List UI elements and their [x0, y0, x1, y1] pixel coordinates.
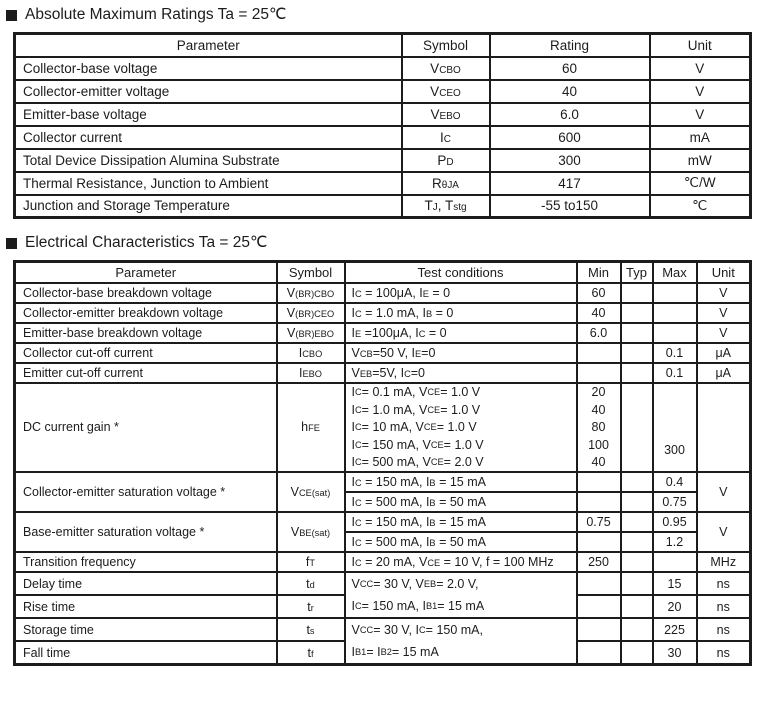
- test-condition-line: I C = 1.0 mA, V CE = 1.0 V: [351, 402, 481, 417]
- table-row: [15, 149, 751, 172]
- table-row: [15, 343, 751, 363]
- max-cell: [653, 283, 697, 303]
- rating-cell: 300: [490, 149, 650, 172]
- table-row: [15, 572, 751, 595]
- parameter-cell: Emitter cut-off current: [15, 363, 277, 383]
- parameter-cell: DC current gain *: [15, 383, 277, 473]
- typ-cell: [621, 283, 653, 303]
- column-header-unit: Unit: [697, 262, 751, 283]
- symbol-cell: VCBO: [402, 57, 490, 80]
- typ-cell: [621, 343, 653, 363]
- symbol-cell: PD: [402, 149, 490, 172]
- test-condition-line: I C = 500 mA, V CE = 2.0 V: [351, 455, 484, 470]
- test-conditions-cell: IC = 100μA, IE = 0: [345, 283, 577, 303]
- unit-cell: ℃/W: [650, 172, 751, 195]
- max-cell: 15: [653, 572, 697, 595]
- min-values: [582, 384, 616, 472]
- typ-cell: [621, 472, 653, 492]
- symbol-cell: td: [277, 572, 345, 595]
- table-row: [15, 172, 751, 195]
- unit-cell: V: [650, 57, 751, 80]
- column-header-symbol: Symbol: [402, 34, 490, 57]
- test-condition-line: I C = 0.1 mA, V CE = 1.0 V: [351, 385, 481, 400]
- column-header-typ: Typ: [621, 262, 653, 283]
- table-row: [15, 552, 751, 572]
- test-conditions-cell: IC = 20 mA, VCE = 10 V, f = 100 MHz: [345, 552, 577, 572]
- min-cell: [577, 532, 621, 552]
- symbol-cell: VEBO: [402, 103, 490, 126]
- min-value-line: 40: [591, 402, 606, 417]
- column-header-symbol: Symbol: [277, 262, 345, 283]
- typ-cell: [621, 363, 653, 383]
- symbol-cell: IEBO: [277, 363, 345, 383]
- section-bullet-icon: [6, 10, 17, 21]
- unit-cell: [697, 383, 751, 473]
- table-row: [15, 472, 751, 492]
- unit-cell: mW: [650, 149, 751, 172]
- symbol-cell: tf: [277, 641, 345, 664]
- symbol-cell: VBE(sat): [277, 512, 345, 552]
- parameter-cell: Junction and Storage Temperature: [15, 195, 402, 218]
- unit-cell: V: [697, 323, 751, 343]
- test-conditions-cell: IC = 1.0 mA, IB = 0: [345, 303, 577, 323]
- table-row: [15, 618, 751, 641]
- test-conditions-cell: IE =100μA, IC = 0: [345, 323, 577, 343]
- typ-cell: [621, 492, 653, 512]
- parameter-cell: Collector-base breakdown voltage: [15, 283, 277, 303]
- parameter-cell: Collector-base voltage: [15, 57, 402, 80]
- test-conditions-cell: VEB=5V, IC=0: [345, 363, 577, 383]
- table-row: [15, 323, 751, 343]
- max-cell: [653, 303, 697, 323]
- parameter-cell: Transition frequency: [15, 552, 277, 572]
- table-row: [15, 303, 751, 323]
- max-cell: 0.95: [653, 512, 697, 532]
- min-cell: [577, 572, 621, 595]
- min-cell: [577, 492, 621, 512]
- typ-cell: [621, 532, 653, 552]
- parameter-cell: Total Device Dissipation Alumina Substrate: [15, 149, 402, 172]
- test-conditions-cell: IC = 150 mA, IB = 15 mA: [345, 472, 577, 492]
- test-conditions-cell: IC = 500 mA, IB = 50 mA: [345, 492, 577, 512]
- max-cell: 1.2: [653, 532, 697, 552]
- table-row: [15, 103, 751, 126]
- typ-cell: [621, 572, 653, 595]
- typ-cell: [621, 303, 653, 323]
- typ-cell: [621, 618, 653, 641]
- unit-cell: V: [697, 283, 751, 303]
- test-conditions-cell: [345, 572, 577, 618]
- column-header-rating: Rating: [490, 34, 650, 57]
- test-conditions-cell: VCB=50 V, IE=0: [345, 343, 577, 363]
- test-conditions-cell: IC = 500 mA, IB = 50 mA: [345, 532, 577, 552]
- min-cell: [577, 641, 621, 664]
- parameter-cell: Rise time: [15, 595, 277, 618]
- min-cell: 0.75: [577, 512, 621, 532]
- symbol-cell: V(BR)CBO: [277, 283, 345, 303]
- rating-cell: 40: [490, 80, 650, 103]
- column-header-parameter: Parameter: [15, 34, 402, 57]
- table-row: [15, 363, 751, 383]
- typ-cell: [621, 641, 653, 664]
- table-row: [15, 57, 751, 80]
- unit-cell: V: [650, 103, 751, 126]
- test-condition-line: V CC = 30 V, V EB = 2.0 V,: [351, 577, 479, 591]
- rating-cell: 600: [490, 126, 650, 149]
- typ-cell: [621, 323, 653, 343]
- rating-cell: -55 to150: [490, 195, 650, 218]
- unit-cell: ℃: [650, 195, 751, 218]
- max-cell: 0.1: [653, 343, 697, 363]
- max-cell: [653, 552, 697, 572]
- elec-char-section-title: Electrical Characteristics Ta = 25℃: [25, 234, 268, 251]
- max-cell: 20: [653, 595, 697, 618]
- unit-cell: ns: [697, 618, 751, 641]
- test-conditions-cell: [345, 618, 577, 665]
- symbol-cell: IC: [402, 126, 490, 149]
- parameter-cell: Emitter-base voltage: [15, 103, 402, 126]
- symbol-cell: ICBO: [277, 343, 345, 363]
- column-header-min: Min: [577, 262, 621, 283]
- parameter-cell: Thermal Resistance, Junction to Ambient: [15, 172, 402, 195]
- unit-cell: ns: [697, 572, 751, 595]
- test-condition-line: I C = 150 mA, V CE = 1.0 V: [351, 437, 484, 452]
- table-row-hfe: [15, 383, 751, 473]
- symbol-cell: V(BR)EBO: [277, 323, 345, 343]
- min-cell: 60: [577, 283, 621, 303]
- abs-max-section-title: Absolute Maximum Ratings Ta = 25℃: [25, 6, 287, 23]
- min-cell: [577, 383, 621, 473]
- min-cell: 6.0: [577, 323, 621, 343]
- unit-cell: ns: [697, 595, 751, 618]
- symbol-cell: VCEO: [402, 80, 490, 103]
- symbol-cell: tr: [277, 595, 345, 618]
- elec-char-table: [13, 260, 752, 666]
- max-cell: 0.75: [653, 492, 697, 512]
- unit-cell: MHz: [697, 552, 751, 572]
- unit-cell: V: [697, 472, 751, 512]
- test-condition-line: I C = 10 mA, V CE = 1.0 V: [351, 420, 477, 435]
- min-cell: [577, 472, 621, 492]
- min-cell: 250: [577, 552, 621, 572]
- min-value-line: 80: [591, 420, 606, 435]
- unit-cell: V: [650, 80, 751, 103]
- table-row: [15, 512, 751, 532]
- table-row: [15, 80, 751, 103]
- test-condition-line: V CC = 30 V, I C = 150 mA,: [351, 623, 483, 637]
- abs-max-section-header: [6, 6, 757, 24]
- max-cell: 225: [653, 618, 697, 641]
- table-header-row: [15, 262, 751, 283]
- parameter-cell: Base-emitter saturation voltage *: [15, 512, 277, 552]
- min-value-line: 40: [591, 455, 606, 470]
- rating-cell: 417: [490, 172, 650, 195]
- min-value-line: 100: [588, 437, 609, 452]
- parameter-cell: Delay time: [15, 572, 277, 595]
- parameter-cell: Collector cut-off current: [15, 343, 277, 363]
- table-row: [15, 195, 751, 218]
- symbol-cell: VCE(sat): [277, 472, 345, 512]
- test-condition-line: I C = 150 mA, I B1 = 15 mA: [351, 599, 485, 613]
- max-cell: 300: [653, 383, 697, 473]
- parameter-cell: Collector-emitter breakdown voltage: [15, 303, 277, 323]
- max-cell: 0.1: [653, 363, 697, 383]
- max-cell: 30: [653, 641, 697, 664]
- column-header-test-conditions: Test conditions: [345, 262, 577, 283]
- typ-cell: [621, 552, 653, 572]
- column-header-max: Max: [653, 262, 697, 283]
- max-cell: [653, 323, 697, 343]
- unit-cell: μA: [697, 363, 751, 383]
- parameter-cell: Emitter-base breakdown voltage: [15, 323, 277, 343]
- symbol-cell: fT: [277, 552, 345, 572]
- section-bullet-icon: [6, 238, 17, 249]
- test-conditions-cell: IC = 150 mA, IB = 15 mA: [345, 512, 577, 532]
- table-row: [15, 126, 751, 149]
- unit-cell: ns: [697, 641, 751, 664]
- parameter-cell: Storage time: [15, 618, 277, 641]
- test-conditions-cell: [345, 383, 577, 473]
- unit-cell: mA: [650, 126, 751, 149]
- max-cell: 0.4: [653, 472, 697, 492]
- symbol-cell: TJ, Tstg: [402, 195, 490, 218]
- table-row: [15, 283, 751, 303]
- min-cell: [577, 618, 621, 641]
- min-cell: [577, 343, 621, 363]
- column-header-parameter: Parameter: [15, 262, 277, 283]
- elec-char-section-header: [6, 234, 757, 252]
- min-cell: [577, 363, 621, 383]
- symbol-cell: V(BR)CEO: [277, 303, 345, 323]
- parameter-cell: Collector-emitter saturation voltage *: [15, 472, 277, 512]
- unit-cell: μA: [697, 343, 751, 363]
- typ-cell: [621, 595, 653, 618]
- min-cell: [577, 595, 621, 618]
- symbol-cell: ts: [277, 618, 345, 641]
- test-condition-line: I B1 = I B2 = 15 mA: [351, 645, 439, 659]
- parameter-cell: Collector-emitter voltage: [15, 80, 402, 103]
- unit-cell: V: [697, 512, 751, 552]
- test-conditions-lines: [352, 384, 572, 472]
- column-header-unit: Unit: [650, 34, 751, 57]
- rating-cell: 6.0: [490, 103, 650, 126]
- min-value-line: 20: [591, 385, 606, 400]
- symbol-cell: hFE: [277, 383, 345, 473]
- typ-cell: [621, 512, 653, 532]
- rating-cell: 60: [490, 57, 650, 80]
- min-cell: 40: [577, 303, 621, 323]
- abs-max-table: [13, 32, 752, 219]
- unit-cell: V: [697, 303, 751, 323]
- typ-cell: [621, 383, 653, 473]
- parameter-cell: Fall time: [15, 641, 277, 664]
- table-header-row: [15, 34, 751, 57]
- symbol-cell: RθJA: [402, 172, 490, 195]
- parameter-cell: Collector current: [15, 126, 402, 149]
